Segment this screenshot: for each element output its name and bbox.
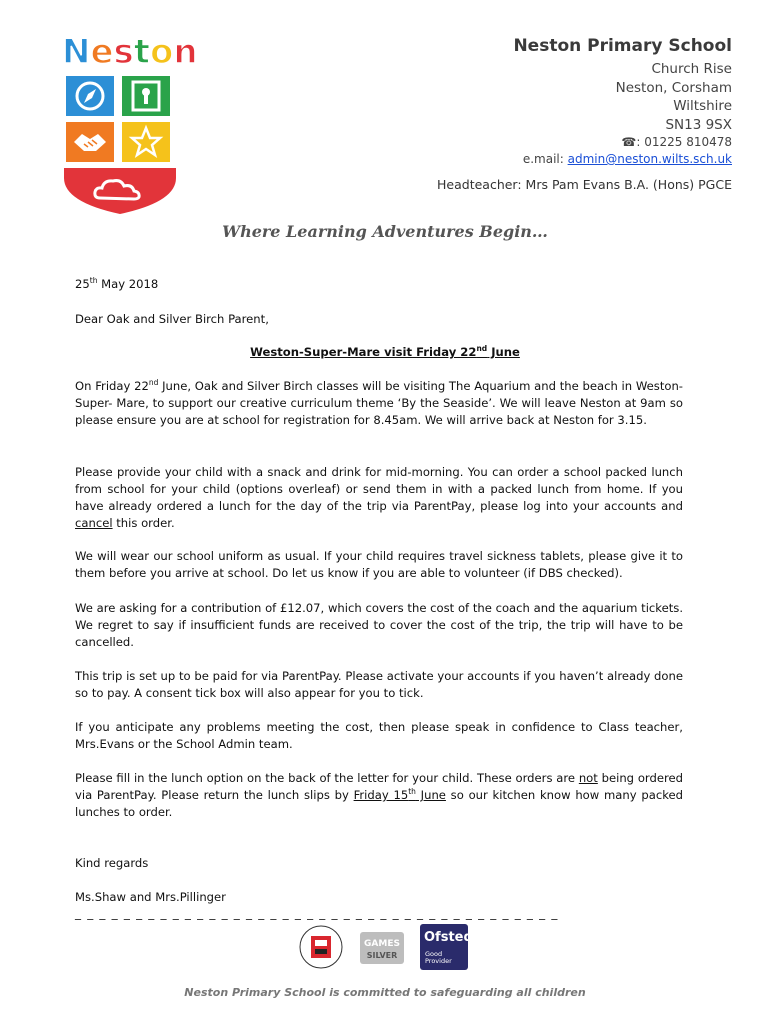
letter-subject: Weston-Super-Mare visit Friday 22nd June bbox=[250, 344, 520, 359]
logo-wordmark bbox=[62, 32, 198, 72]
email-link[interactable]: admin@neston.wilts.sch.uk bbox=[567, 152, 732, 166]
school-name: Neston Primary School bbox=[513, 36, 732, 56]
letter-signature: Ms.Shaw and Mrs.Pillinger bbox=[75, 890, 226, 904]
school-motto: Where Learning Adventures Begin… bbox=[222, 222, 548, 241]
cloud-shield-icon bbox=[64, 168, 176, 214]
paragraph-trip-details: On Friday 22nd June, Oak and Silver Birch classes will be visiting The Aquarium and the beach in Weston-Super- Mare, to support our creative curriculum theme ‘By the Seaside’. We will leave Neston at 9am so please ensure you are at school for registration for 8.45am. We will arrive back at Neston for 3.15. bbox=[75, 378, 683, 427]
logo-letter: s bbox=[113, 32, 134, 72]
address-line: SN13 9SX bbox=[665, 117, 732, 133]
headteacher: Headteacher: Mrs Pam Evans B.A. (Hons) PGCE bbox=[437, 177, 732, 192]
keyhole-icon bbox=[122, 76, 170, 116]
ofsted-subtitle: Good Provider bbox=[425, 950, 452, 965]
handshake-icon bbox=[66, 122, 114, 162]
paragraph-lunch-option: Please fill in the lunch option on the back of the letter for your child. These orders are not being ordered via ParentPay. Please return the lunch slips by Friday 15th June so our kitchen know how many packed lunches to order. bbox=[75, 771, 683, 819]
phone-line bbox=[621, 135, 732, 149]
ofsted-title: Ofsted bbox=[424, 930, 473, 945]
games-label: GAMES bbox=[364, 939, 400, 949]
school-games-award-logo bbox=[296, 924, 346, 970]
email-line bbox=[523, 152, 732, 166]
phone-number: : 01225 810478 bbox=[636, 135, 732, 149]
address-line: Church Rise bbox=[651, 61, 732, 77]
paragraph-lunch: Please provide your child with a snack and drink for mid-morning. You can order a school packed lunch from school for your child (options overleaf) or send them in with a packed lunch from home. If you have already ordered a lunch for the day of the trip via ParentPay, please log into your accounts and cancel this order. bbox=[75, 465, 683, 530]
logo-letter: e bbox=[90, 32, 114, 72]
logo-letter: o bbox=[150, 32, 174, 72]
paragraph-parentpay: This trip is set up to be paid for via ParentPay. Please activate your accounts if you haven’t already done so to pay. A consent tick box will also appear for you to tick. bbox=[75, 669, 683, 700]
logo-letter: n bbox=[173, 32, 198, 72]
letter-greeting: Dear Oak and Silver Birch Parent, bbox=[75, 312, 269, 326]
ofsted-good-provider-badge bbox=[420, 924, 473, 970]
compass-icon bbox=[66, 76, 114, 116]
logo-letter: t bbox=[133, 32, 151, 72]
phone-icon: ☎ bbox=[621, 135, 637, 149]
games-silver-badge bbox=[358, 924, 406, 970]
school-logo bbox=[62, 32, 198, 216]
star-icon bbox=[122, 122, 170, 162]
cut-line: _ _ _ _ _ _ _ _ _ _ _ _ _ _ _ _ _ _ _ _ _ _ _ _ _ _ _ _ _ _ _ _ _ _ _ _ _ _ _ _ bbox=[75, 906, 559, 920]
letter-closing: Kind regards bbox=[75, 856, 149, 870]
letter-date: 25th May 2018 bbox=[75, 276, 159, 291]
address-line: Wiltshire bbox=[673, 98, 732, 114]
logo-letter: N bbox=[62, 32, 91, 72]
safeguarding-statement: Neston Primary School is committed to safeguarding all children bbox=[184, 986, 586, 999]
email-label: e.mail: bbox=[522, 152, 568, 166]
paragraph-contribution: We are asking for a contribution of £12.07, which covers the cost of the coach and the aquarium tickets. We regret to say if insufficient funds are received to cover the cost of the trip, the trip will have to be cancelled. bbox=[75, 601, 683, 649]
paragraph-uniform: We will wear our school uniform as usual. If your child requires travel sickness tablets, please give it to them before you arrive at school. Do let us know if you are able to volunteer (if DBS checked). bbox=[75, 549, 683, 580]
silver-label: SILVER bbox=[366, 951, 398, 960]
paragraph-cost-problems: If you anticipate any problems meeting the cost, then please speak in confidence to Class teacher, Mrs.Evans or the School Admin team. bbox=[75, 720, 683, 751]
address-line: Neston, Corsham bbox=[615, 80, 732, 96]
